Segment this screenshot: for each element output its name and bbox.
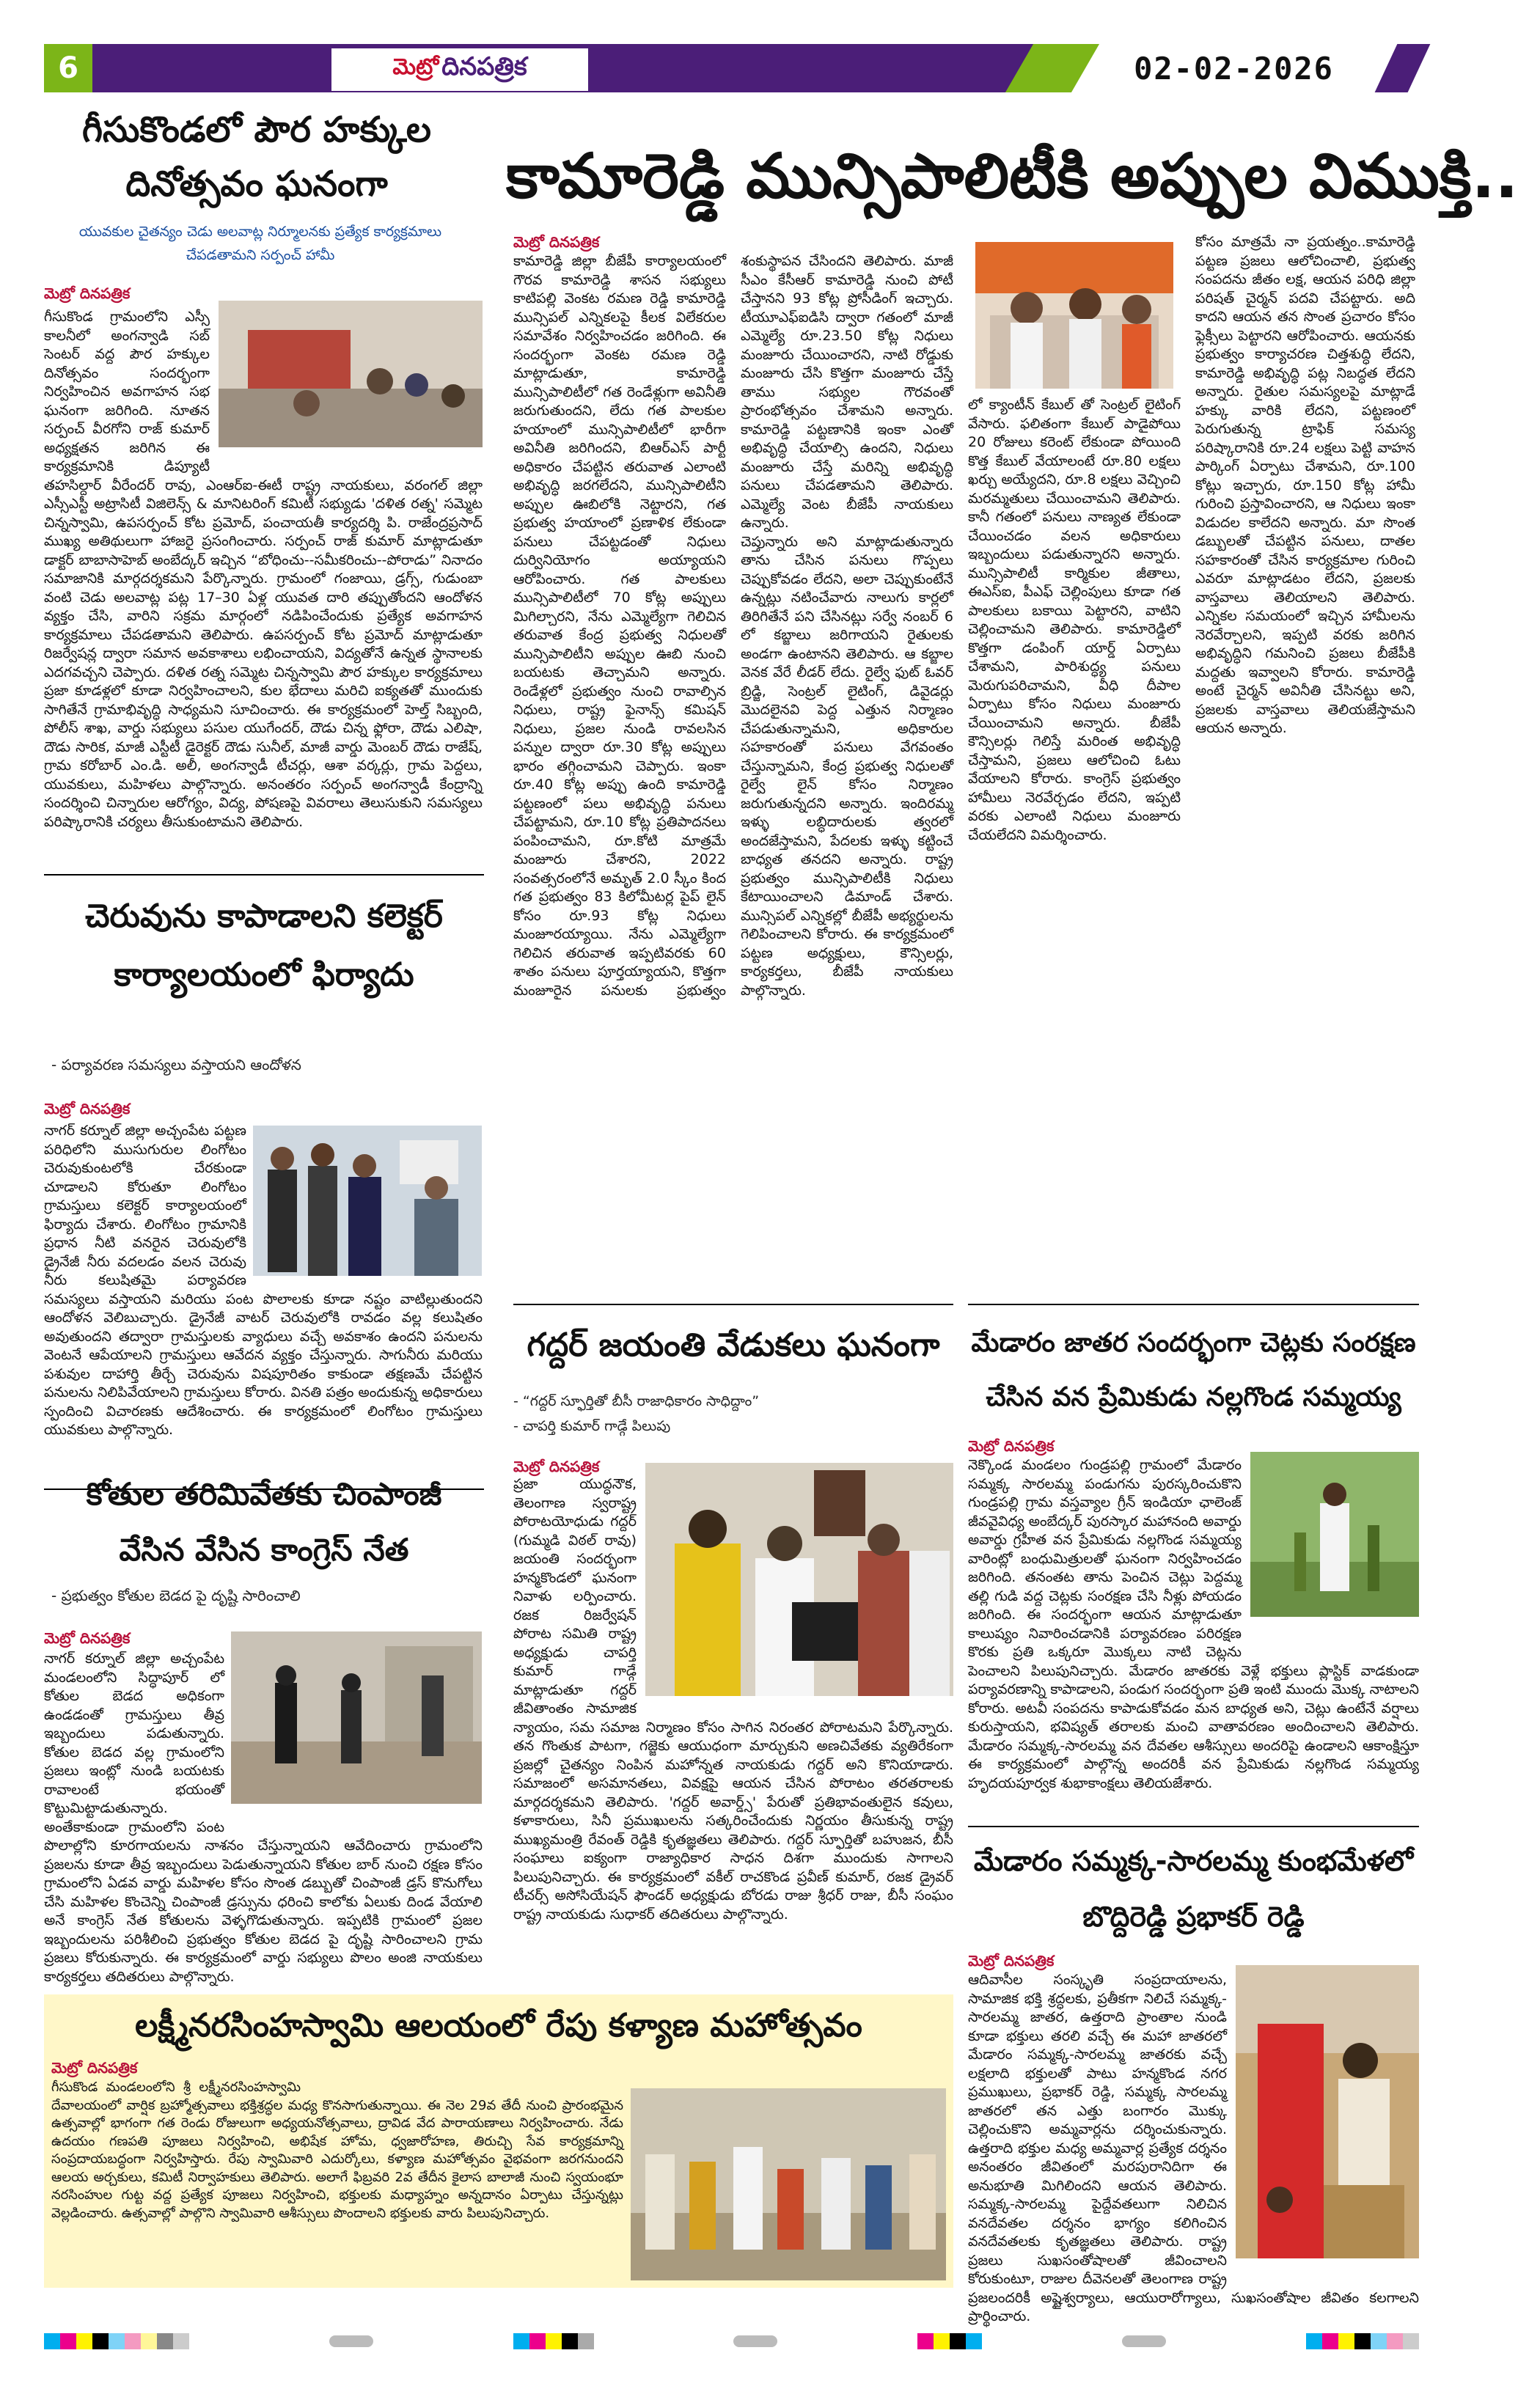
- logo-text-metro: మెట్రో: [392, 54, 439, 80]
- gaddar-body: ప్రజా యుద్ధనౌక, తెలంగాణ స్వరాష్ట్ర పోరాటయోధుడు గద్దర్ (గుమ్మడి విఠల్ రావు) జయంతి సందర్భంగా హన్మకొండలో ఘనంగా నివాళు లర్పించారు. రజక రిజర్వేషన్ పోరాట సమితి రాష్ట్ర అధ్యక్షుడు చాపర్తి కుమార్ గాడ్గే మాట్లాడుతూ గద్దర్ జీవితాంతం సామాజిక న్యాయం, సమ సమాజ నిర్మాణం కోసం సాగిన నిరంతర పోరాటమని పేర్కొన్నారు. తన గొంతుక పాటగా, గజ్జెకు ఆయుధంగా మార్చుకుని అణచివేతకు వ్యతిరేకంగా ప్రజల్లో చైతన్యం నింపిన మహోన్నత నాయకుడు గద్దర్ అని కొనియాడారు. సమాజంలో అసమానతలు, వివక్షపై ఆయన చేసిన పోరాటం తరతరాలకు మార్గదర్శకమని తెలిపారు. 'గద్దర్ అవార్డ్స్' పేరుతో ప్రతిభావంతులైన కవులు, కళాకారులు, సినీ ప్రముఖులను సత్కరించేందుకు నిర్ణయం తీసుకున్న రాష్ట్ర ముఖ్యమంత్రి రేవంత్ రెడ్డికి కృతజ్ఞతలు తెలిపారు. గద్దర్ స్ఫూర్తితో బహుజన, బీసీ సంఘాలు ఐక్యంగా రాజ్యాధికార సాధన దిశగా ముందుకు సాగాలని పిలుపునిచ్చారు. ఈ కార్యక్రమంలో వకీల్ రాచకొండ ప్రవీణ్ కుమార్, రజక డ్రైవర్ టీచర్స్ అసోసియేషన్ ఫౌండర్ అధ్యక్షుడు బోరడు రాజు శ్రీధర్ రాజు, బీసీ సంఘం రాష్ట్ర నాయకుడు సుధాకర్ తదితరులు పాల్గొన్నారు.: [513, 1476, 953, 1923]
- medaram1-tagline: మెట్రో దినపత్రిక: [968, 1437, 1055, 1455]
- gaddar-headline: గద్దర్ జయంతి వేడుకలు ఘనంగా: [527, 1326, 940, 1364]
- geesukonda-headline: గీసుకొండలో పౌర హక్కుల దినోత్సవం ఘనంగా: [82, 109, 431, 205]
- medaram2-tagline: మెట్రో దినపత్రిక: [968, 1952, 1055, 1970]
- center-divider-1: [513, 1304, 953, 1305]
- page-number: 6: [58, 51, 78, 85]
- medaram2-headline: మేడారం సమ్మక్క-సారలమ్మ కుంభమేళలో బొద్దిరెడ్డి ప్రభాకర్ రెడ్డి: [973, 1845, 1414, 1933]
- cheruvu-tagline: మెట్రో దినపత్రిక: [44, 1100, 131, 1117]
- issue-date: 02-02-2026: [1134, 50, 1334, 87]
- cheruvu-headline: చెరువును కాపాడాలని కలెక్టర్ కార్యాలయంలో ఫిర్యాదు: [85, 898, 443, 994]
- geesukonda-subhead: యువకుల చైతన్యం చెడు అలవాట్ల నిర్మూలనకు ప్రత్యేక కార్యక్రమాలు చేపడతామని సర్పంచ్ హామీ: [78, 224, 442, 263]
- main-headline: కామారెడ్డి మున్సిపాలిటీకి అప్పుల విముక్తి..: [506, 140, 1518, 212]
- gaddar-subhead-2: - చాపర్తి కుమార్ గాడ్గే పిలుపు: [513, 1418, 671, 1434]
- color-bar-center: [513, 2333, 594, 2349]
- registration-mark-1: [329, 2335, 373, 2347]
- kamareddy-tagline: మెట్రో దినపత్రిక: [513, 233, 600, 251]
- cheruvu-body: నాగర్ కర్నూల్ జిల్లా అచ్చంపేట పట్టణ పరిధిలోని ముసుగురుల లింగోటం చెరువుకుంటలోకి చేరకుండా చూడాలని కోరుతూ లింగోటం గ్రామస్తులు కలెక్టర్ కార్యాలయంలో ఫిర్యాదు చేశారు. లింగోటం గ్రామానికి ప్రధాన నీటి వనరైన చెరువులోకి డ్రైనేజీ నీరు వదలడం వలన చెరువు నీరు కలుషితమై పర్యావరణ సమస్యలు వస్తాయని మరియు పంట పొలాలకు కూడా నష్టం వాటిల్లుతుందని ఆందోళన వెలిబుచ్చారు. డ్రైనేజీ వాటర్ చెరువులోకి రావడం వల్ల కలుషితం అవుతుందని తద్వారా గ్రామస్తులకు వ్యాధులు వచ్చే అవకాశం ఉందని పనులను వెంటనే ఆపేయాలని గ్రామస్తులు ఆవేదన వ్యక్తం చేస్తున్నారు. సాగునీరు మరియు పశువుల దాహార్తి తీర్చే చెరువును విషపూరితం కాకుండా తక్షణమే చేపట్టిన పనులను నిలిపివేయాలని గ్రామస్తులు కోరారు. వినతి పత్రం అందుకున్న అధికారులు స్పందించి విచారణకు ఆదేశించారు. ఈ కార్యక్రమంలో లింగోటం గ్రామస్తులు యువకులు పాల్గొన్నారు.: [44, 1123, 483, 1438]
- logo-text-dinapatrika: దినపత్రిక: [441, 52, 527, 81]
- date-box: [1085, 44, 1382, 92]
- page-header: [44, 44, 1419, 92]
- color-bar-left: [44, 2333, 189, 2349]
- kothula-subhead: - ప్రభుత్వం కోతుల బెడద పై దృష్టి సారించాలి: [51, 1587, 301, 1604]
- kamareddy-body-continued: చెప్తున్నారు అని మాట్లాడుతున్నారు తాను చేసిన పనులు గొప్పలు చెప్పుకోవడం లేదని, అలా చెప్పుకుంటేనే ఉన్నట్లు నటించేవారు నాలుగు కార్లలో తిరిగితేనే పని చేసినట్లు సర్వే నంబర్ 6 లో కబ్జాలు జరిగాయని రైతులకు అండగా ఉంటానని తెలిపారు. ఆ కబ్జాల వెనక వేరే లీడర్ లేదు. రైల్వే ఫుట్ ఓవర్ బ్రిడ్జి, సెంట్రల్ లైటింగ్, డివైడర్లు మొదలైనవి పెద్ద ఎత్తున నిర్మాణం చేపడుతున్నామని, అధికారుల సహకారంతో పనులు వేగవంతం చేస్తున్నామని, కేంద్ర ప్రభుత్వ నిధులతో రైల్వే లైన్ కోసం నిర్మాణం జరుగుతున్నదని అన్నారు. ఇందిరమ్మ ఇళ్ళు లబ్ధిదారులకు త్వరలో అందజేస్తామని, పేదలకు ఇళ్ళు కట్టించే బాధ్యత తనదని అన్నారు. రాష్ట్ర ప్రభుత్వం మున్సిపాలిటీకి నిధులు కేటాయించాలని డిమాండ్ చేశారు. మున్సిపల్ ఎన్నికల్లో బీజేపీ అభ్యర్థులను గెలిపించాలని కోరారు. ఈ కార్యక్రమంలో పట్టణ అధ్యక్షులు, కౌన్సిలర్లు, కార్యకర్తలు, బీజేపీ నాయకులు పాల్గొన్నారు.: [741, 533, 953, 999]
- color-bar-right: [1306, 2333, 1419, 2349]
- lakshmi-headline: లక్ష్మీనరసింహస్వామి ఆలయంలో రేపు కళ్యాణ మహోత్సవం: [135, 2007, 862, 2044]
- right-divider-1: [968, 1304, 1419, 1305]
- masthead-logo: [330, 47, 590, 92]
- footer-strip: [44, 2330, 1419, 2352]
- right-divider-2: [968, 1826, 1419, 1827]
- left-col-divider-1: [44, 874, 484, 876]
- gaddar-tagline: మెట్రో దినపత్రిక: [513, 1458, 600, 1475]
- geesukonda-tagline: మెట్రో దినపత్రిక: [44, 285, 131, 302]
- kothula-headline: కోతుల తరిమివేతకు చింపాంజీ వేసిన వేసిన కాంగ్రెస్ నేత: [86, 1476, 442, 1568]
- registration-mark-3: [1122, 2335, 1166, 2347]
- header-right-slant: [1375, 44, 1431, 92]
- kamareddy-right-body-1: లో క్యాంటీన్ కేబుల్ తో సెంట్రల్ లైటింగ్ వేసారు. ఫలితంగా కేబుల్ పాడైపోయి 20 రోజులు కరెంట్ లేకుండా పోయింది కొత్త కేబుల్ వేయాలంటే రూ.80 లక్షలు ఖర్చు అయ్యేదని, రూ.8 లక్షలు వెచ్చించి మరమ్మతులు చేయించామని తెలిపారు. కానీ గతంలో పనులు నాణ్యత లేకుండా చేయించడం వలన అధికారులు ఇబ్బందులు పడుతున్నారని అన్నారు. మున్సిపాలిటీ కార్మికుల జీతాలు, ఈఎస్ఐ, పీఎఫ్ చెల్లింపులు కూడా గత పాలకులు బకాయి పెట్టారని, వాటిని చెల్లించామని తెలిపారు. కామారెడ్డిలో కొత్తగా డంపింగ్ యార్డ్ ఏర్పాటు చేశామని, పారిశుద్ధ్య పనులు మెరుగుపరిచామని, వీధి దీపాల ఏర్పాటు కోసం నిధులు మంజూరు చేయించామని అన్నారు. బీజేపీ కౌన్సిలర్లు గెలిస్తే మరింత అభివృద్ధి చేస్తామని, ప్రజలు ఆలోచించి ఓటు వేయాలని కోరారు. కాంగ్రెస్ ప్రభుత్వం హామీలు నెరవేర్చడం లేదని, ఇప్పటి వరకు ఎలాంటి నిధులు మంజూరు చేయలేదని విమర్శించారు.: [968, 397, 1181, 843]
- medaram1-headline: మేడారం జాతర సందర్భంగా చెట్లకు సంరక్షణ చేసిన వన ప్రేమికుడు నల్లగొండ సమ్మయ్య: [971, 1328, 1416, 1412]
- page-number-box: [44, 44, 92, 92]
- kothula-body: నాగర్ కర్నూల్ జిల్లా అచ్చంపేట మండలంలోని సిద్ధాపూర్ లో కోతుల బెడద అధికంగా ఉండడంతో గ్రామస్తులు తీవ్ర ఇబ్బందులు పడుతున్నారు. కోతుల బెడద వల్ల గ్రామంలోని ప్రజలు ఇంట్లో నుండి బయటకు రావాలంటే భయంతో కొట్టుమిట్టాడుతున్నారు. అంతేకాకుండా గ్రామంలోని పంట పొలాల్లోని కూరగాయలను నాశనం చేస్తున్నాయని ఆవేదించారు గ్రామంలోని ప్రజలను కూడా తీవ్ర ఇబ్బందులు పెడుతున్నాయని కోతుల బార్ నుంచి రక్షణ కోసం గ్రామంలోని ఏడవ వార్డు మహిళల కోసం సొంత డబ్బుతో చింపాంజీ డ్రస్ కొనుగోలు చేసి మహిళల కొంచెన్ని చింపాంజీ డ్రస్సును ధరించి కాలోకు ఏలుకు దిండ వేయాలి అనే కాంగ్రెస్ నేత కోతులను వెళ్ళగొడుతున్నారు. ఇప్పటికి గ్రామంలో ప్రజల ఇబ్బందులను పరిశీలించి ప్రభుత్వం కోతుల బెడద పై దృష్టి సారించాలని గ్రామ ప్రజలు కోరుకున్నారు. ఈ కార్యక్రమంలో వార్డు సభ్యులు పొలం అంజి నాయకులు కార్యకర్తలు తదితరులు పాల్గొన్నారు.: [44, 1651, 483, 1985]
- medaram2-body: ఆదివాసీల సంస్కృతి సంప్రదాయాలను, సామాజిక భక్తి శ్రద్ధలకు, ప్రతీకగా నిలిచే సమ్మక్క-సారలమ్మ జాతర, ఉత్తరాది ప్రాంతాల నుండి కూడా భక్తులు తరలి వచ్చే ఈ మహా జాతరలో మేడారం సమ్మక్క-సారలమ్మ జాతరకు వచ్చే లక్షలాది భక్తులతో పాటు హన్మకొండ నగర ప్రముఖులు, ప్రభాకర్ రెడ్డి, సమ్మక్క సారలమ్మ జాతరలో తన ఎత్తు బంగారం మొక్కు చెల్లించుకొని అమ్మవార్లను దర్శించుకున్నారు. ఉత్తరాది భక్తుల మధ్య అమ్మవార్ల ప్రత్యేక దర్శనం అనంతరం జీవితంలో మరపురానిదిగా ఈ అనుభూతి మిగిలిందని ఆయన తెలిపారు. సమ్మక్క-సారలమ్మ పైద్దేవతలుగా నిలిచిన వనదేవతల దర్శనం భాగ్యం కలిగించిన వనదేవతలకు కృతజ్ఞతలు తెలిపారు. రాష్ట్ర ప్రజలు సుఖసంతోషాలతో జీవించాలని కోరుకుంటూ, రాజుల దీవెనలతో తెలంగాణ రాష్ట్ర ప్రజలందరికీ అష్టైశ్వర్యాలు, ఆయురారోగ్యాలు, సుఖసంతోషాల జీవితం కలగాలని ప్రార్థించారు.: [968, 1972, 1419, 2324]
- kamareddy-body-col1: కామారెడ్డి జిల్లా బీజేపీ కార్యాలయంలో గౌరవ కామారెడ్డి శాసన సభ్యులు కాటిపల్లి వెంకట రమణ రెడ్డి కామారెడ్డి మున్సిపల్ ఎన్నికలపై కీలక విలేకరుల సమావేశం నిర్వహించడం జరిగింది. ఈ సందర్భంగా వెంకట రమణ రెడ్డి మాట్లాడుతూ, కామారెడ్డి మున్సిపాలిటీలో గత రెండేళ్లుగా అవినీతి జరుగుతుందని, లేదు గత పాలకుల హయాంలో మున్సిపాలిటీలో భారీగా అవినీతి జరిగిందని, బిఆర్ఎస్ పార్టీ అధికారం చేపట్టిన తరువాత ఎలాంటి అభివృద్ధి జరగలేదని, మున్సిపాలిటీని అప్పుల ఊబిలోకి నెట్టారని, గత ప్రభుత్వ హయాంలో ప్రణాళిక లేకుండా పనులు చేపట్టడంతో నిధులు దుర్వినియోగం అయ్యాయని ఆరోపించారు. గత పాలకులు మున్సిపాలిటీలో 70 కోట్ల అప్పులు మిగిల్చారని, నేను ఎమ్మెల్యేగా గెలిచిన తరువాత కేంద్ర ప్రభుత్వ నిధులతో మున్సిపాలిటీని అప్పుల ఊబి నుంచి బయటకు తెచ్చామని అన్నారు. రెండేళ్లలో ప్రభుత్వం నుంచి రావాల్సిన నిధులు, రాష్ట్ర ఫైనాన్స్ కమిషన్ నిధులు, ప్రజల నుండి రావలసిన పన్నుల ద్వారా రూ.30 కోట్ల అప్పులు భారం తగ్గించామని చెప్పారు. ఇంకా రూ.40 కోట్ల అప్పు ఉంది కామారెడ్డి పట్టణంలో పలు అభివృద్ధి పనులు చేపట్టామని, రూ.10 కోట్ల ప్రతిపాదనలు పంపించామని, రూ.కోటి మాత్రమే మంజూరు చేశారని, 2022 సంవత్సరంలోనే అమృత్ 2.0 స్కీం కింద గత ప్రభుత్వం 83 కిలోమీటర్ల పైప్ లైన్ కోసం రూ.93 కోట్ల నిధులు మంజూరయ్యాయి. నేను ఎమ్మెల్యేగా గెలిచిన తరువాత ఇప్పటివరకు 60 శాతం పనులు పూర్తయ్యాయని, కొత్తగా మంజూరైన పనులకు ప్రభుత్వం శంకుస్థాపన చేసిందని తెలిపారు. మాజీ సీఎం కేసీఆర్ కామారెడ్డి నుంచి పోటీ చేస్తానని 93 కోట్ల ప్రోసీడింగ్ ఇచ్చారు. టీయూఎఫ్ఐడిసి ద్వారా గతంలో మాజీ ఎమ్మెల్యే రూ.23.50 కోట్ల నిధులు మంజూరు చేయించారని, నాటి రోడ్డుకు మంజూరు చేసి కొత్తగా మంజూరు చేస్తే తాము సభ్యుల గౌరవంతో ప్రారంభోత్సవం చేశామని అన్నారు. కామారెడ్డి పట్టణానికి ఇంకా ఎంతో అభివృద్ధి చేయాల్సి ఉందని, నిధులు మంజూరు చేస్తే మరిన్ని అభివృద్ధి పనులు చేపడతామని తెలిపారు. ఎమ్మెల్యే వెంట బీజేపీ నాయకులు ఉన్నారు. చెప్తున్నారు అని మాట్లాడుతున్నారు తాను చేసిన పనులు గొప్పలు చెప్పుకోవడం లేదని, అలా చెప్పుకుంటేనే ఉన్నట్లు నటించేవారు నాలుగు కార్లలో తిరిగితేనే పని చేసినట్లు సర్వే నంబర్ 6 లో కబ్జాలు జరిగాయని రైతులకు అండగా ఉంటానని తెలిపారు. ఆ కబ్జాల వెనక వేరే లీడర్ లేదు. రైల్వే ఫుట్ ఓవర్ బ్రిడ్జి, సెంట్రల్ లైటింగ్, డివైడర్లు మొదలైనవి పెద్ద ఎత్తున నిర్మాణం చేపడుతున్నామని, అధికారుల సహకారంతో పనులు వేగవంతం చేస్తున్నామని, కేంద్ర ప్రభుత్వ నిధులతో రైల్వే లైన్ కోసం నిర్మాణం జరుగుతున్నదని అన్నారు. ఇందిరమ్మ ఇళ్ళు లబ్ధిదారులకు త్వరలో అందజేస్తామని, పేదలకు ఇళ్ళు కట్టించే బాధ్యత తనదని అన్నారు. రాష్ట్ర ప్రభుత్వం మున్సిపాలిటీకి నిధులు కేటాయించాలని డిమాండ్ చేశారు. మున్సిపల్ ఎన్నికల్లో బీజేపీ అభ్యర్థులను గెలిపించాలని కోరారు. ఈ కార్యక్రమంలో పట్టణ అధ్యక్షులు, కౌన్సిలర్లు, కార్యకర్తలు, బీజేపీ నాయకులు పాల్గొన్నారు.: [513, 252, 953, 1293]
- lakshmi-body: గీసుకొండ మండలంలోని శ్రీ లక్ష్మీనరసింహస్వామి దేవాలయంలో వార్షిక బ్రహ్మోత్సవాలు భక్తిశ్రద్ధల మధ్య కొనసాగుతున్నాయి. ఈ నెల 29వ తేదీ నుంచి ప్రారంభమైన ఉత్సవాల్లో భాగంగా గత రెండు రోజులుగా అధ్యయనోత్సవాలు, ద్రావిడ వేద పారాయణాలు నిర్వహించారు. నేడు ఉదయం గణపతి పూజలు నిర్వహించి, అభిషేక హోమ, ధ్వజారోహణ, తిరుచ్చి సేవ కార్యక్రమాన్ని సంప్రదాయబద్ధంగా నిర్వహిస్తారు. రేపు స్వామివారి ఎదుర్కోలు, కళ్యాణ మహోత్సవం వైభవంగా జరగనుందని ఆలయ అర్చకులు, కమిటీ నిర్వాహకులు తెలిపారు. అలాగే ఫిబ్రవరి 2వ తేదీన కైలాస బాలాజీ నుంచి స్వయంభూ నరసింహుల గుట్ట వద్ద ప్రత్యేక పూజలు నిర్వహించి, భక్తులకు మధ్యాహ్నం అన్నదానం ఏర్పాటు చేస్తున్నట్లు వెల్లడించారు. ఉత్సవాల్లో పాల్గొని స్వామివారి ఆశీస్సులు పొందాలని భక్తులకు వారు పిలుపునిచ్చారు.: [51, 2080, 623, 2221]
- registration-mark-2: [733, 2335, 777, 2347]
- kothula-tagline: మెట్రో దినపత్రిక: [44, 1629, 131, 1647]
- color-bar-center-2: [917, 2333, 982, 2349]
- gaddar-subhead-1: - “గద్దర్ స్ఫూర్తితో బీసీ రాజాధికారం సాధిద్దాం”: [513, 1393, 760, 1409]
- geesukonda-body: గీసుకొండ గ్రామంలోని ఎస్సీ కాలనీలో అంగన్వాడి సబ్ సెంటర్ వద్ద పౌర హక్కుల దినోత్సవం సందర్భంగా నిర్వహించిన అవగాహన సభ ఘనంగా జరిగింది. నూతన సర్పంచ్ వీరగోని రాజ్ కుమార్ అధ్యక్షతన జరిగిన ఈ కార్యక్రమానికి డిప్యూటీ తహసిల్దార్ వీరేందర్ రావు, ఎంఆర్ఐ-ఈటీ రాష్ట్ర నాయకులు, వరంగల్ జిల్లా ఎస్సీఎస్టీ అట్రాసిటీ విజిలెన్స్ & మానిటరింగ్ కమిటీ సభ్యుడు 'దళిత రత్న' సమ్మెట చిన్నస్వామి, ఉపసర్పంచ్ కోట ప్రమోద్, పంచాయతీ కార్యదర్శి పి. రాజేంద్రప్రసాద్ ముఖ్య అతిథులుగా హాజరై ప్రసంగించారు. సర్పంచ్ రాజ్ కుమార్ మాట్లాడుతూ డాక్టర్ బాబాసాహెబ్ అంబేద్కర్ ఇచ్చిన “బోధించు--సమీకరించు--పోరాడు” నినాదం సమాజానికి మార్గదర్శకమని పేర్కొన్నారు. గ్రామంలో గంజాయి, డ్రగ్స్, గుడుంబా వంటి చెడు అలవాట్ల పట్ల 17–30 ఏళ్ల యువత దారి తప్పుతోందని ఆందోళన వ్యక్తం చేసి, వారిని సక్రమ మార్గంలో నడిపించేందుకు ప్రత్యేక అవగాహన కార్యక్రమాలు చేపడతామని తెలిపారు. ఉపసర్పంచ్ కోట ప్రమోద్ మాట్లాడుతూ రిజర్వేషన్ల ద్వారా సమాన అవకాశాలు లభించాయని, విద్యతోనే ఉన్నత స్థానాలకు ఎదగవచ్చని చెప్పారు. దళిత రత్న సమ్మెట చిన్నస్వామి పౌర హక్కుల కార్యక్రమాలు ప్రజా కూడళ్లలో కూడా నిర్వహించాలని, కుల భేదాలు మరిచి ఐక్యతతో ముందుకు సాగితేనే గ్రామాభివృద్ధి సాధ్యమని సూచించారు. ఈ కార్యక్రమంలో హెల్త్ సిబ్బంది, పోలీస్ శాఖ, వార్డు సభ్యులు పసుల యుగేందర్, దౌడు చిన్న ఫ్లోరా, దౌడు ఎలిషా, దౌడు సారిక, మాజీ ఎస్టీటీ డైరెక్టర్ దౌడు సునీల్, మాజీ వార్డు మెంబర్ దౌడు రాజేష్, గ్రామ కరోబార్ ఎం.డి. అలీ, అంగన్వాడీ టీచర్లు, ఆశా వర్కర్లు, గ్రామ పెద్దలు, యువకులు, మహిళలు పాల్గొన్నారు. అనంతరం సర్పంచ్ అంగన్వాడీ కేంద్రాన్ని సందర్శించి చిన్నారుల ఆరోగ్యం, విద్య, పోషణపై వివరాలు తెలుసుకుని సమస్యలు పరిష్కారానికి చర్యలు తీసుకుంటామని తెలిపారు.: [44, 309, 483, 830]
- kamareddy-press-photo: [975, 242, 1173, 389]
- lakshmi-tagline: మెట్రో దినపత్రిక: [51, 2059, 138, 2077]
- cheruvu-subhead: - పర్యావరణ సమస్యలు వస్తాయని ఆందోళన: [51, 1056, 301, 1073]
- medaram1-body: నెక్కొండ మండలం గుండ్రపల్లి గ్రామంలో మేడారం సమ్మక్క సారలమ్మ పండుగను పురస్కరించుకొని గుండ్రపల్లి గ్రామ వస్తవ్యాల గ్రీన్ ఇండియా ఛాలెంజ్ జీవవైవిధ్య అంబేద్కర్ పురస్కార మహానంది అవార్డు అవార్డు గ్రహీత వన ప్రేమికుడు నల్లగొండ సమ్మయ్య వారింట్లో బంధుమిత్రులతో ఘనంగా నిర్వహించడం జరిగింది. తనంతట తాను పెంచిన చెట్లు పెద్దమ్మ తల్లి గుడి వద్ద చెట్లకు సంరక్షణ చేసి నీళ్లు పోయడం జరిగింది. ఈ సందర్భంగా ఆయన మాట్లాడుతూ కాలుష్యం నివారించడానికి పర్యావరణం పరిరక్షణ కొరకు ప్రతి ఒక్కరూ మొక్కలు నాటి చెట్లను పెంచాలని పిలుపునిచ్చారు. మేడారం జాతరకు వెళ్లే భక్తులు ప్లాస్టిక్ వాడకుండా పర్యావరణాన్ని కాపాడాలని, పండుగ సందర్భంగా ప్రతి ఇంటి ముందు మొక్క నాటాలని కోరారు. అటవీ సంపదను కాపాడుకోవడం మన బాధ్యత అని, చెట్లు ఉంటేనే వర్షాలు కురుస్తాయని, భవిష్యత్ తరాలకు మంచి వాతావరణం అందించాలని తెలిపారు. మేడారం సమ్మక్క-సారలమ్మ వన దేవతల ఆశీస్సులు అందరిపై ఉండాలని ఆకాంక్షిస్తూ ఈ కార్యక్రమంలో పాల్గొన్న అందరికీ వన ప్రేమికుడు నల్లగొండ సమ్మయ్య హృదయపూర్వక శుభాకాంక్షలు తెలియజేశారు.: [968, 1457, 1419, 1791]
- kamareddy-right-body-2: కోసం మాత్రమే నా ప్రయత్నం..కామారెడ్డి పట్టణ ప్రజలు ఆలోచించాలి, ప్రభుత్వ సంపదను జీతం లక్ష, ఆయన పరిధి జిల్లా పరిషత్ చైర్మన్ పదవి చేపట్టారు. అది కాదని ఆయన తన సొంత ప్రచారం కోసం ఫ్లెక్సీలు పెట్టారని ఆరోపించారు. ఆయనకు ప్రభుత్వం కార్యాచరణ చిత్తశుద్ధి లేదని, కామారెడ్డి అభివృద్ధి పట్ల నిబద్ధత లేదని అన్నారు. రైతుల సమస్యలపై మాట్లాడే హక్కు వారికి లేదని, పట్టణంలో పెరుగుతున్న ట్రాఫిక్ సమస్య పరిష్కారానికి రూ.24 లక్షలు పెట్టి వాహన పార్కింగ్ ఏర్పాటు చేశామని, రూ.100 కోట్లు ఇచ్చారు, రూ.150 కోట్ల హామీ గురించి ప్రస్తావించారని, ఆ నిధులు ఇంకా విడుదల కాలేదని అన్నారు. మా సొంత డబ్బులతో చేపట్టిన పనులు, దాతల సహకారంతో చేసిన కార్యక్రమాల గురించి ఎవరూ మాట్లాడటం లేదని, ప్రజలకు వాస్తవాలు తెలియాలని తెలిపారు. ఎన్నికల సమయంలో ఇచ్చిన హామీలను నెరవేర్చాలని, ఇప్పటి వరకు జరిగిన అభివృద్ధిని గమనించి ప్రజలు బీజేపీకి మద్దతు ఇవ్వాలని కోరారు. కామారెడ్డి అంటే చైర్మన్ అవినీతి చేసినట్టు అని, ప్రజలకు వాస్తవాలు తెలియజేస్తామని ఆయన అన్నారు.: [1195, 234, 1415, 736]
- lakshmi-photo: [631, 2088, 946, 2280]
